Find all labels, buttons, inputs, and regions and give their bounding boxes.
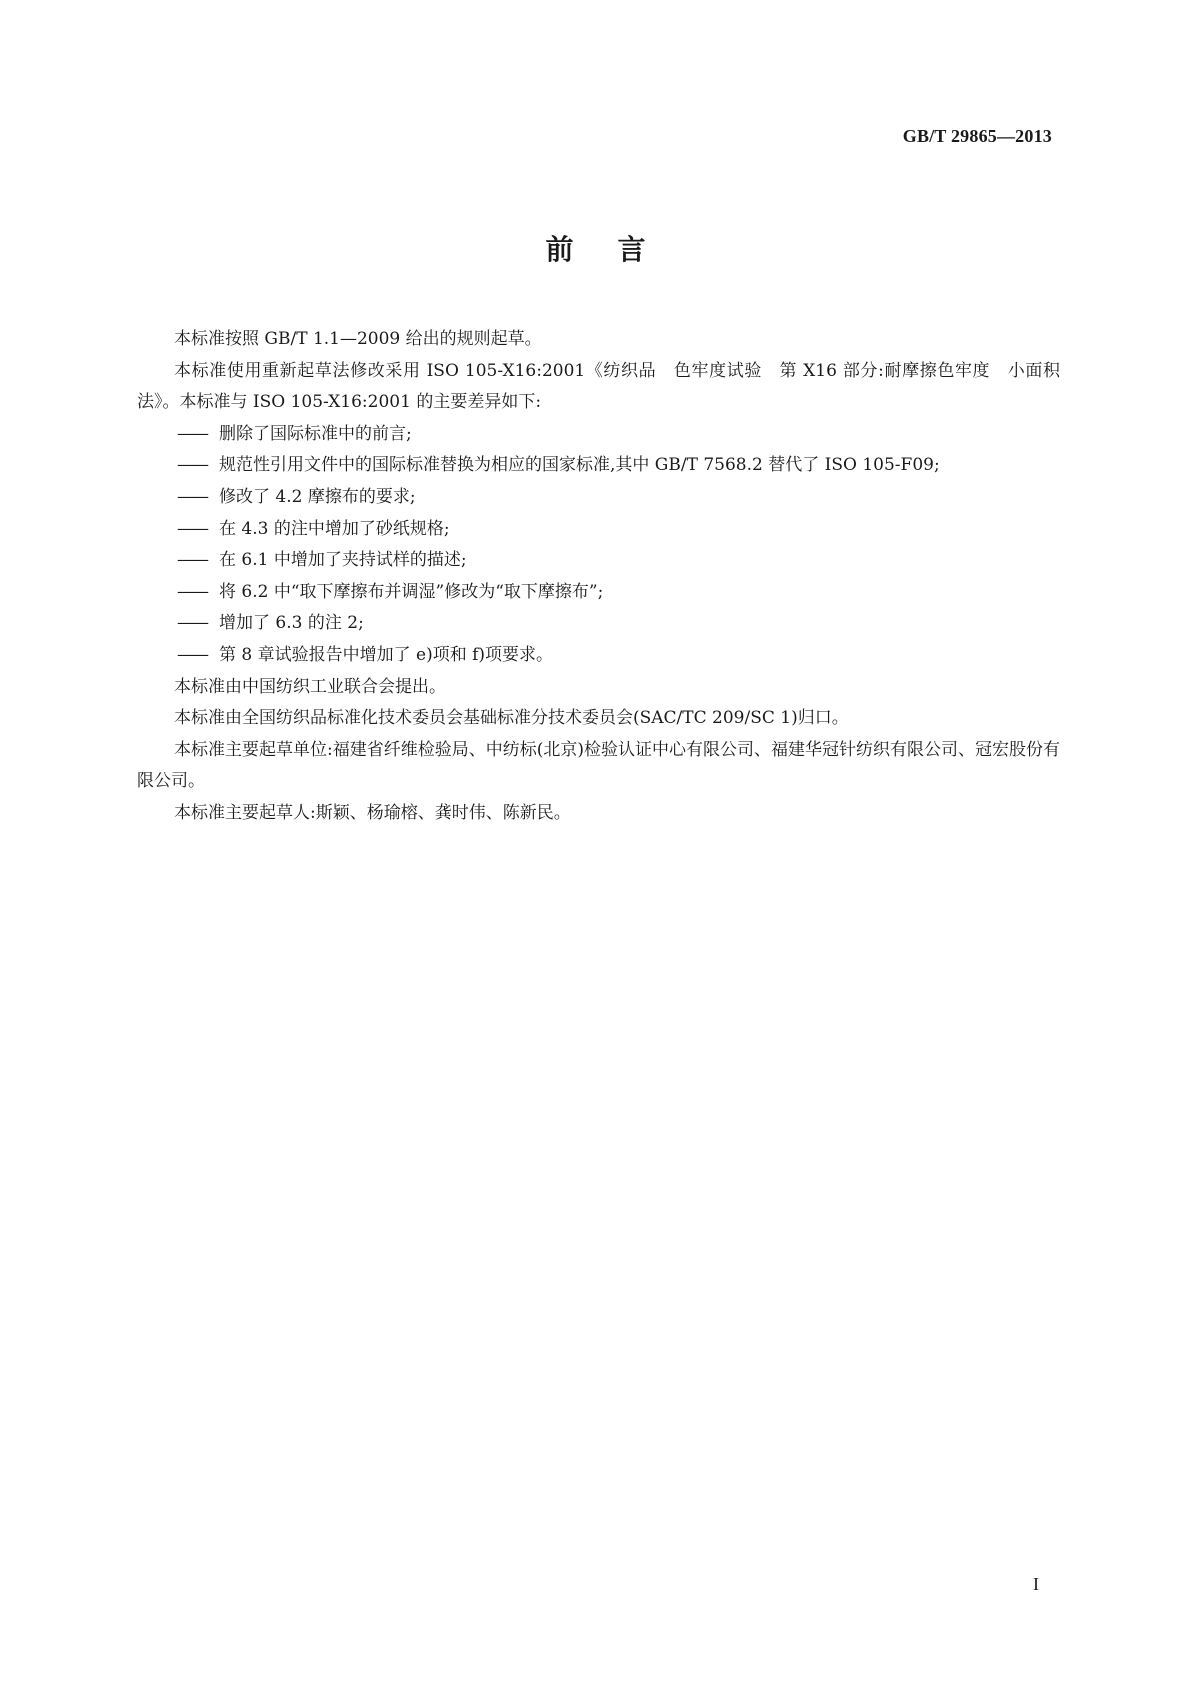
list-item-text: 规范性引用文件中的国际标准替换为相应的国家标准,其中 GB/T 7568.2 替代了 ISO 105-F09; [219,455,940,476]
paragraph-technical-committee: 本标准由全国纺织品标准化技术委员会基础标准分技术委员会(SAC/TC 209/SC 1)归口。 [174,708,849,729]
dash-marker: —— [177,550,207,571]
dash-marker: —— [177,518,207,539]
dash-marker: —— [177,486,207,507]
list-item [137,640,1060,672]
paragraph-drafters: 本标准主要起草人:斯颖、杨瑜榕、龚时伟、陈新民。 [174,802,571,823]
page-title: 前言 [545,233,690,266]
list-item-text: 将 6.2 中“取下摩擦布并调湿”修改为“取下摩擦布”; [219,581,604,602]
list-item-text: 修改了 4.2 摩擦布的要求; [219,486,416,507]
dash-marker: —— [177,581,207,602]
list-item-text: 在 6.1 中增加了夹持试样的描述; [219,550,467,571]
list-item-text: 删除了国际标准中的前言; [219,423,412,444]
paragraph-adoption: 本标准使用重新起草法修改采用 ISO 105-X16:2001《纺织品 色牢度试验 第 X16 部分:耐摩擦色牢度 小面积法》。本标准与 ISO 105-X16:2001 的主要差异如下: [137,360,1060,413]
dash-marker: —— [177,644,207,665]
page-number: I [1033,1574,1039,1594]
list-item [137,608,1060,640]
list-item [137,482,1060,514]
list-item [137,419,1060,451]
dash-marker: —— [177,423,207,444]
standard-code: GB/T 29865—2013 [902,126,1052,146]
dash-marker: —— [177,613,207,634]
paragraph-drafting-organizations: 本标准主要起草单位:福建省纤维检验局、中纺标(北京)检验认证中心有限公司、福建华冠针纺织有限公司、冠宏股份有限公司。 [137,739,1060,792]
list-item [137,545,1060,577]
dash-marker: —— [177,455,207,476]
list-item-text: 增加了 6.3 的注 2; [219,613,364,634]
foreword-body [137,324,1060,830]
list-item [137,577,1060,609]
list-item-text: 在 4.3 的注中增加了砂纸规格; [219,518,450,539]
list-item-text: 第 8 章试验报告中增加了 e)项和 f)项要求。 [219,644,554,665]
paragraph-proposed-by: 本标准由中国纺织工业联合会提出。 [174,676,446,697]
differences-list [137,419,1060,672]
list-item [137,450,1060,482]
paragraph-drafting-rules: 本标准按照 GB/T 1.1—2009 给出的规则起草。 [174,329,542,349]
list-item [137,514,1060,546]
